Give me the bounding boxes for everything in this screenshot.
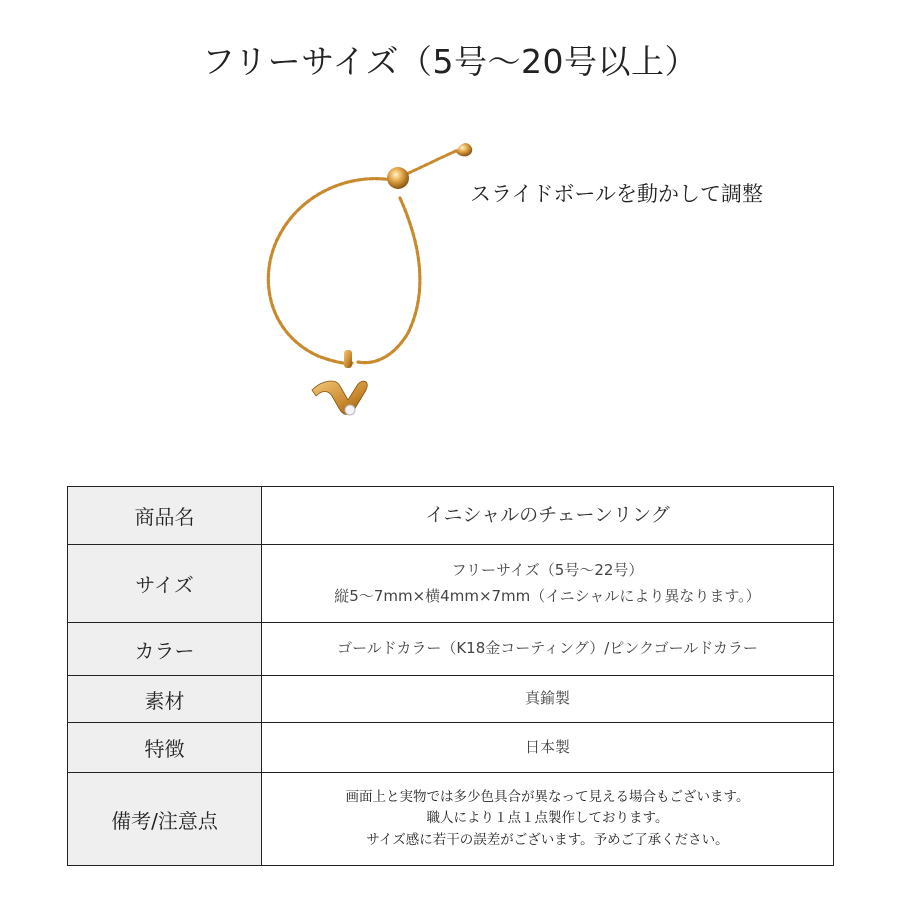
table-row-size (68, 545, 834, 623)
table-row-product-name (68, 487, 834, 545)
slide-ball (387, 167, 409, 189)
label-size: サイズ (68, 545, 262, 623)
chain-tail (402, 150, 458, 176)
label-product-name: 商品名 (68, 487, 262, 545)
label-material: 素材 (68, 676, 262, 723)
label-notes: 備考/注意点 (68, 773, 262, 866)
value-feature (262, 723, 834, 773)
charm-stone (345, 405, 355, 415)
spec-table (67, 486, 834, 866)
value-line: 日本製 (524, 737, 570, 756)
value-line: ゴールドカラー（K18金コーティング）/ピンクゴールドカラー (337, 639, 758, 658)
value-line: 画面上と実物では多少色具合が異なって見える場合もございます。 (345, 788, 750, 805)
value-material (262, 676, 834, 723)
table-row-feature (68, 723, 834, 773)
chain-loop-right (358, 198, 420, 363)
table-row-material (68, 676, 834, 723)
value-product-name (262, 487, 834, 545)
table-row-notes (68, 773, 834, 866)
charm-bail (344, 350, 352, 368)
value-line: 縦5〜7mm×横4mm×7mm（イニシャルにより異なります。） (334, 586, 761, 605)
drop-end (456, 143, 472, 156)
value-line: 真鍮製 (524, 689, 570, 708)
value-line: サイズ感に若干の誤差がございます。予めご了承ください。 (366, 831, 729, 848)
value-line: フリーサイズ（5号〜22号） (451, 561, 644, 579)
ring-product-image (240, 128, 500, 438)
value-notes (262, 773, 834, 866)
chain-loop (268, 179, 392, 364)
value-line: 職人により１点１点製作しております。 (426, 810, 669, 827)
initial-charm (312, 381, 367, 414)
label-feature: 特徴 (68, 723, 262, 773)
value-line: イニシャルのチェーンリング (425, 504, 670, 527)
value-size (262, 545, 834, 623)
table-row-color (68, 623, 834, 676)
value-color (262, 623, 834, 676)
label-color: カラー (68, 623, 262, 676)
page-title: フリーサイズ（5号〜20号以上） (201, 42, 699, 81)
slide-caption: スライドボールを動かして調整 (470, 182, 763, 206)
